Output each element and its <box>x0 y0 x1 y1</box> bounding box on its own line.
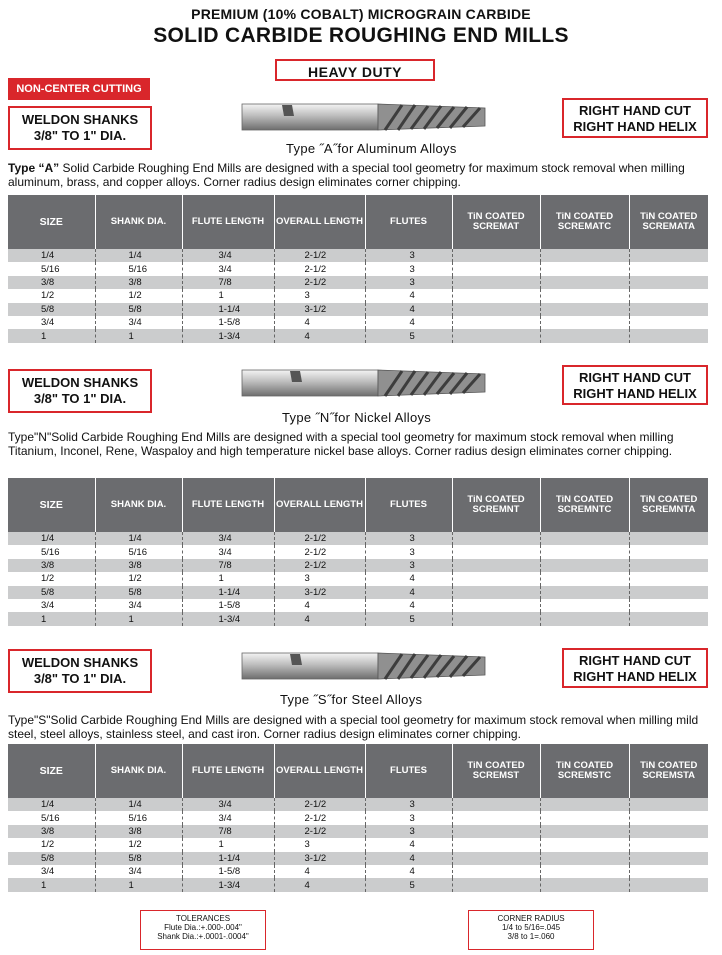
col-code: SCREMATC <box>557 221 612 232</box>
col-overall-length: OVERALL LENGTH <box>274 478 365 532</box>
type-a-lead: Type “A” <box>8 161 60 175</box>
cell-empty <box>540 586 629 599</box>
cell-shank: 1/4 <box>95 532 182 545</box>
col-tin-coated-label: TiN COATED <box>555 760 614 771</box>
tolerances-flute: Flute Dia.:+.000-.004" <box>164 923 242 932</box>
cell-overall-length: 2-1/2 <box>274 532 365 545</box>
table-row <box>8 811 708 824</box>
cell-flute-length: 1-5/8 <box>182 865 274 878</box>
cell-overall-length: 2-1/2 <box>274 798 365 811</box>
cell-shank: 1 <box>95 612 182 625</box>
cell-empty <box>452 838 540 851</box>
cell-shank: 3/4 <box>95 316 182 329</box>
table-row <box>8 825 708 838</box>
cell-flutes: 3 <box>365 825 452 838</box>
cell-empty <box>629 838 708 851</box>
heavy-duty-label: HEAVY DUTY <box>275 59 435 81</box>
cell-flute-length: 3/4 <box>182 811 274 824</box>
cell-empty <box>540 262 629 275</box>
cell-empty <box>452 572 540 585</box>
cell-flutes: 4 <box>365 316 452 329</box>
col-size: SIZE <box>8 478 95 532</box>
cell-flute-length: 7/8 <box>182 276 274 289</box>
right-hand-cut-box-s <box>562 648 708 688</box>
col-code: SCREMSTC <box>557 770 612 781</box>
col-overall-length: OVERALL LENGTH <box>274 744 365 798</box>
cell-empty <box>540 329 629 342</box>
table-row <box>8 612 708 625</box>
weldon-line-1: WELDON SHANKS <box>21 655 139 670</box>
cell-shank: 5/16 <box>95 545 182 558</box>
col-tin-coated-2 <box>540 744 629 798</box>
cell-flute-length: 3/4 <box>182 249 274 262</box>
cell-empty <box>452 329 540 342</box>
cell-overall-length: 2-1/2 <box>274 276 365 289</box>
table-row <box>8 249 708 262</box>
cell-empty <box>629 825 708 838</box>
weldon-line-2: 3/8" TO 1" DIA. <box>33 671 127 686</box>
table-row <box>8 852 708 865</box>
cell-shank: 1/2 <box>95 838 182 851</box>
col-tin-coated-3 <box>629 744 708 798</box>
cell-flutes: 4 <box>365 865 452 878</box>
col-code: SCREMSTA <box>642 770 696 781</box>
tolerances-box <box>140 910 266 950</box>
type-s-desc-text: Solid Carbide Roughing End Mills are designed with a special tool geometry for maximum stock removal when milling mild steel, steel alloys, stainless steel, and cast iron. Corner radius design eliminates corner chipping. <box>8 713 699 741</box>
spec-table-a <box>8 195 708 343</box>
cell-empty <box>452 559 540 572</box>
cell-size: 5/16 <box>8 545 95 558</box>
cell-shank: 5/8 <box>95 586 182 599</box>
right-hand-cut-box-a <box>562 98 708 138</box>
col-tin-coated-label: TiN COATED <box>467 211 525 222</box>
cell-empty <box>452 316 540 329</box>
cell-empty <box>629 599 708 612</box>
cell-empty <box>540 852 629 865</box>
cell-size: 1/4 <box>8 532 95 545</box>
cell-flutes: 3 <box>365 559 452 572</box>
cell-shank: 1 <box>95 878 182 891</box>
cell-flutes: 3 <box>365 532 452 545</box>
cell-empty <box>540 316 629 329</box>
cell-size: 1/2 <box>8 572 95 585</box>
cell-empty <box>540 572 629 585</box>
col-shank-dia: SHANK DIA. <box>95 478 182 532</box>
cell-empty <box>540 276 629 289</box>
cell-empty <box>629 852 708 865</box>
table-row <box>8 316 708 329</box>
right-hand-cut-label: RIGHT HAND CUT <box>579 370 691 385</box>
cell-empty <box>629 572 708 585</box>
table-row <box>8 289 708 302</box>
cell-overall-length: 2-1/2 <box>274 545 365 558</box>
cell-flutes: 5 <box>365 329 452 342</box>
weldon-line-1: WELDON SHANKS <box>21 375 139 390</box>
cell-empty <box>452 878 540 891</box>
cell-empty <box>629 865 708 878</box>
table-row <box>8 545 708 558</box>
cell-empty <box>629 249 708 262</box>
cell-empty <box>452 586 540 599</box>
cell-empty <box>629 559 708 572</box>
type-s-description <box>8 713 718 741</box>
col-code: SCREMNTC <box>557 504 612 515</box>
cell-overall-length: 2-1/2 <box>274 559 365 572</box>
cell-empty <box>540 838 629 851</box>
col-flutes: FLUTES <box>365 478 452 532</box>
col-tin-coated-1 <box>452 478 540 532</box>
cell-empty <box>540 289 629 302</box>
col-tin-coated-label: TiN COATED <box>467 494 525 505</box>
cell-empty <box>540 612 629 625</box>
cell-empty <box>452 798 540 811</box>
cell-flutes: 3 <box>365 811 452 824</box>
cell-empty <box>629 878 708 891</box>
cell-size: 1 <box>8 878 95 891</box>
cell-shank: 5/16 <box>95 811 182 824</box>
col-tin-coated-3 <box>629 195 708 249</box>
cell-shank: 3/4 <box>95 865 182 878</box>
table-body <box>8 249 708 343</box>
end-mill-icon-n <box>240 364 490 404</box>
cell-shank: 1/4 <box>95 798 182 811</box>
weldon-shanks-box-s <box>8 649 152 693</box>
cell-empty <box>629 276 708 289</box>
header-line-1: PREMIUM (10% COBALT) MICROGRAIN CARBIDE <box>191 6 531 22</box>
cell-empty <box>629 262 708 275</box>
cell-flutes: 3 <box>365 798 452 811</box>
cell-flute-length: 1-3/4 <box>182 612 274 625</box>
cell-empty <box>629 811 708 824</box>
cell-shank: 3/8 <box>95 825 182 838</box>
col-flute-length: FLUTE LENGTH <box>182 744 274 798</box>
table-row <box>8 262 708 275</box>
weldon-line-1: WELDON SHANKS <box>21 112 139 127</box>
right-hand-cut-box-n <box>562 365 708 405</box>
cell-flutes: 3 <box>365 249 452 262</box>
cell-size: 1/2 <box>8 838 95 851</box>
cell-empty <box>629 545 708 558</box>
cell-overall-length: 4 <box>274 865 365 878</box>
right-hand-helix-label: RIGHT HAND HELIX <box>573 386 697 401</box>
cell-empty <box>452 865 540 878</box>
type-a-desc-text: Solid Carbide Roughing End Mills are designed with a special tool geometry for maximum stock removal when milling aluminum, brass, and copper alloys. Corner radius design eliminates corner chipping. <box>8 161 685 189</box>
cell-flute-length: 1 <box>182 289 274 302</box>
table-row <box>8 532 708 545</box>
weldon-line-2: 3/8" TO 1" DIA. <box>33 391 127 406</box>
col-tin-coated-label: TiN COATED <box>555 211 614 222</box>
cell-overall-length: 2-1/2 <box>274 825 365 838</box>
end-mill-icon-s <box>240 647 490 687</box>
cell-size: 1/4 <box>8 249 95 262</box>
cell-empty <box>629 316 708 329</box>
cell-size: 1 <box>8 612 95 625</box>
cell-empty <box>629 798 708 811</box>
cell-flute-length: 1 <box>182 572 274 585</box>
cell-empty <box>540 811 629 824</box>
cell-empty <box>452 289 540 302</box>
cell-shank: 5/16 <box>95 262 182 275</box>
cell-flutes: 4 <box>365 838 452 851</box>
cell-flute-length: 1-5/8 <box>182 316 274 329</box>
col-code: SCREMST <box>472 770 520 781</box>
cell-size: 5/8 <box>8 586 95 599</box>
cell-empty <box>540 559 629 572</box>
cell-empty <box>452 599 540 612</box>
cell-empty <box>629 329 708 342</box>
col-tin-coated-label: TiN COATED <box>640 211 698 222</box>
table-row <box>8 329 708 342</box>
corner-radius-line-1: 1/4 to 5/16=.045 <box>501 923 561 932</box>
right-hand-cut-label: RIGHT HAND CUT <box>579 103 691 118</box>
col-tin-coated-1 <box>452 195 540 249</box>
col-code: SCREMATA <box>642 221 695 232</box>
col-size: SIZE <box>8 195 95 249</box>
cell-size: 1 <box>8 329 95 342</box>
cell-empty <box>540 249 629 262</box>
cell-flutes: 4 <box>365 303 452 316</box>
col-code: SCREMAT <box>472 221 520 232</box>
cell-empty <box>452 825 540 838</box>
table-row <box>8 572 708 585</box>
cell-flutes: 5 <box>365 612 452 625</box>
cell-overall-length: 3-1/2 <box>274 303 365 316</box>
cell-flute-length: 3/4 <box>182 532 274 545</box>
col-tin-coated-label: TiN COATED <box>467 760 525 771</box>
cell-overall-length: 2-1/2 <box>274 262 365 275</box>
cell-shank: 3/8 <box>95 559 182 572</box>
cell-shank: 5/8 <box>95 852 182 865</box>
cell-overall-length: 4 <box>274 599 365 612</box>
cell-overall-length: 3-1/2 <box>274 586 365 599</box>
non-center-cutting-badge: NON-CENTER CUTTING <box>8 78 150 100</box>
col-tin-coated-2 <box>540 478 629 532</box>
col-size: SIZE <box>8 744 95 798</box>
cell-flutes: 3 <box>365 262 452 275</box>
tolerances-title: TOLERANCES <box>175 914 231 923</box>
cell-flutes: 4 <box>365 599 452 612</box>
right-hand-helix-label: RIGHT HAND HELIX <box>573 669 697 684</box>
cell-empty <box>540 532 629 545</box>
col-flutes: FLUTES <box>365 195 452 249</box>
cell-flutes: 4 <box>365 289 452 302</box>
cell-flute-length: 3/4 <box>182 262 274 275</box>
cell-size: 3/4 <box>8 865 95 878</box>
cell-flute-length: 7/8 <box>182 559 274 572</box>
col-flute-length: FLUTE LENGTH <box>182 195 274 249</box>
cell-empty <box>452 852 540 865</box>
cell-flute-length: 1-3/4 <box>182 878 274 891</box>
cell-empty <box>452 545 540 558</box>
cell-overall-length: 2-1/2 <box>274 811 365 824</box>
table-row <box>8 798 708 811</box>
cell-size: 3/4 <box>8 316 95 329</box>
cell-empty <box>452 303 540 316</box>
spec-table-s <box>8 744 708 892</box>
cell-overall-length: 3 <box>274 289 365 302</box>
col-flute-length: FLUTE LENGTH <box>182 478 274 532</box>
table-row <box>8 586 708 599</box>
cell-flutes: 4 <box>365 572 452 585</box>
type-n-lead: Type"N" <box>8 430 52 444</box>
col-flutes: FLUTES <box>365 744 452 798</box>
cell-overall-length: 4 <box>274 878 365 891</box>
cell-size: 3/8 <box>8 276 95 289</box>
type-a-heading: Type ˝A˝for Aluminum Alloys <box>286 141 457 156</box>
col-tin-coated-label: TiN COATED <box>640 494 698 505</box>
cell-empty <box>540 599 629 612</box>
col-code: SCREMNT <box>472 504 520 515</box>
cell-empty <box>629 612 708 625</box>
table-row <box>8 559 708 572</box>
cell-size: 3/8 <box>8 559 95 572</box>
cell-empty <box>452 249 540 262</box>
cell-empty <box>629 586 708 599</box>
cell-size: 5/8 <box>8 852 95 865</box>
page-title: SOLID CARBIDE ROUGHING END MILLS <box>153 24 569 47</box>
right-hand-helix-label: RIGHT HAND HELIX <box>573 119 697 134</box>
cell-overall-length: 3-1/2 <box>274 852 365 865</box>
weldon-shanks-box-a <box>8 106 152 150</box>
type-s-heading: Type ˝S˝for Steel Alloys <box>280 692 423 707</box>
corner-radius-title: CORNER RADIUS <box>497 914 565 923</box>
spec-table-n <box>8 478 708 626</box>
cell-overall-length: 4 <box>274 316 365 329</box>
col-code: SCREMNTA <box>642 504 696 515</box>
cell-size: 3/8 <box>8 825 95 838</box>
corner-radius-box <box>468 910 594 950</box>
cell-empty <box>540 798 629 811</box>
corner-radius-line-2: 3/8 to 1=.060 <box>507 932 555 941</box>
cell-flute-length: 1-1/4 <box>182 303 274 316</box>
cell-empty <box>452 811 540 824</box>
cell-flute-length: 3/4 <box>182 798 274 811</box>
table-row <box>8 838 708 851</box>
cell-overall-length: 4 <box>274 329 365 342</box>
cell-flute-length: 7/8 <box>182 825 274 838</box>
cell-empty <box>452 262 540 275</box>
cell-flute-length: 1-1/4 <box>182 586 274 599</box>
cell-shank: 1/4 <box>95 249 182 262</box>
cell-size: 3/4 <box>8 599 95 612</box>
end-mill-icon-a <box>240 98 490 138</box>
cell-flute-length: 1-1/4 <box>182 852 274 865</box>
col-tin-coated-2 <box>540 195 629 249</box>
cell-flute-length: 1-3/4 <box>182 329 274 342</box>
cell-flutes: 3 <box>365 545 452 558</box>
cell-size: 5/16 <box>8 811 95 824</box>
cell-empty <box>452 612 540 625</box>
table-body <box>8 532 708 626</box>
cell-flutes: 4 <box>365 586 452 599</box>
cell-empty <box>540 878 629 891</box>
tolerances-shank: Shank Dia.:+.0001-.0004" <box>157 932 249 941</box>
cell-empty <box>629 532 708 545</box>
type-n-desc-text: Solid Carbide Roughing End Mills are designed with a special tool geometry for maximum stock removal when milling Titanium, Inconel, Rene, Waspaloy and high temperature nickel base alloys. Corner radius design eliminates corner chipping. <box>8 430 674 458</box>
weldon-shanks-box-n <box>8 369 152 413</box>
col-shank-dia: SHANK DIA. <box>95 744 182 798</box>
cell-flute-length: 1-5/8 <box>182 599 274 612</box>
cell-empty <box>629 303 708 316</box>
right-hand-cut-label: RIGHT HAND CUT <box>579 653 691 668</box>
cell-size: 5/16 <box>8 262 95 275</box>
cell-empty <box>540 545 629 558</box>
cell-empty <box>452 276 540 289</box>
cell-flutes: 5 <box>365 878 452 891</box>
cell-size: 1/4 <box>8 798 95 811</box>
cell-shank: 1/2 <box>95 572 182 585</box>
cell-empty <box>540 303 629 316</box>
type-n-description <box>8 430 718 458</box>
type-s-lead: Type"S" <box>8 713 51 727</box>
table-row <box>8 599 708 612</box>
col-tin-coated-label: TiN COATED <box>555 494 614 505</box>
weldon-line-2: 3/8" TO 1" DIA. <box>33 128 127 143</box>
cell-shank: 3/4 <box>95 599 182 612</box>
col-overall-length: OVERALL LENGTH <box>274 195 365 249</box>
type-a-description <box>8 161 718 189</box>
table-body <box>8 798 708 892</box>
col-shank-dia: SHANK DIA. <box>95 195 182 249</box>
cell-overall-length: 2-1/2 <box>274 249 365 262</box>
cell-empty <box>540 865 629 878</box>
cell-overall-length: 3 <box>274 838 365 851</box>
cell-shank: 3/8 <box>95 276 182 289</box>
cell-size: 5/8 <box>8 303 95 316</box>
table-row <box>8 276 708 289</box>
table-row <box>8 865 708 878</box>
cell-shank: 1/2 <box>95 289 182 302</box>
cell-empty <box>629 289 708 302</box>
cell-overall-length: 3 <box>274 572 365 585</box>
cell-flute-length: 3/4 <box>182 545 274 558</box>
table-row <box>8 878 708 891</box>
cell-overall-length: 4 <box>274 612 365 625</box>
cell-flutes: 4 <box>365 852 452 865</box>
col-tin-coated-3 <box>629 478 708 532</box>
cell-shank: 1 <box>95 329 182 342</box>
col-tin-coated-1 <box>452 744 540 798</box>
type-n-heading: Type ˝N˝for Nickel Alloys <box>282 410 432 425</box>
cell-shank: 5/8 <box>95 303 182 316</box>
col-tin-coated-label: TiN COATED <box>640 760 698 771</box>
table-row <box>8 303 708 316</box>
cell-empty <box>540 825 629 838</box>
cell-flute-length: 1 <box>182 838 274 851</box>
cell-flutes: 3 <box>365 276 452 289</box>
cell-size: 1/2 <box>8 289 95 302</box>
cell-empty <box>452 532 540 545</box>
